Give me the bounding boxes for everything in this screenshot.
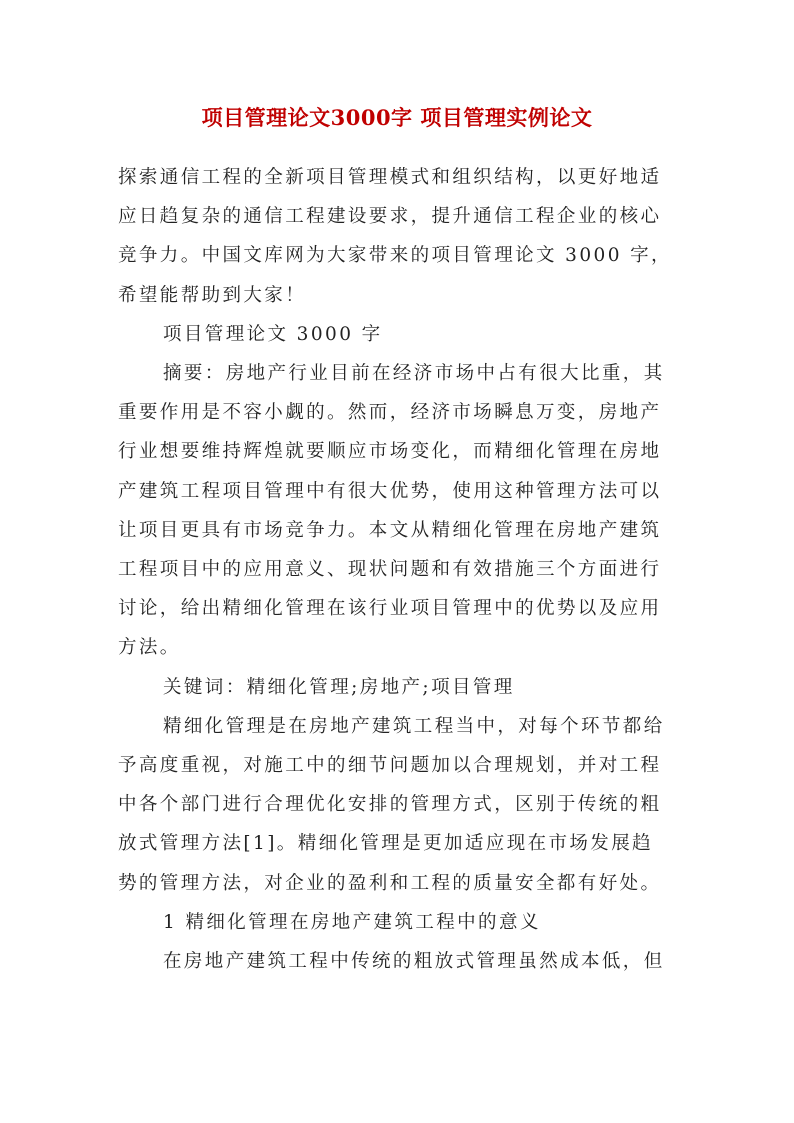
- abstract-line: 工程项目中的应用意义、现状问题和有效措施三个方面进行: [118, 559, 662, 581]
- body-line: 予高度重视，对施工中的细节问题加以合理规划，并对工程: [118, 755, 662, 777]
- body-line: 在房地产建筑工程中传统的粗放式管理虽然成本低，但: [163, 951, 665, 973]
- body-line: 放式管理方法[1]。精细化管理是更加适应现在市场发展趋: [118, 833, 654, 855]
- document-title: 项目管理论文3000字 项目管理实例论文: [201, 105, 593, 130]
- abstract-line: 重要作用是不容小觑的。然而，经济市场瞬息万变，房地产: [118, 402, 662, 424]
- intro-line: 希望能帮助到大家！: [118, 284, 307, 306]
- intro-line: 应日趋复杂的通信工程建设要求，提升通信工程企业的核心: [118, 206, 662, 228]
- subtitle: 项目管理论文 3000 字: [163, 323, 383, 345]
- document-body: [118, 158, 680, 981]
- abstract-line: 摘要：房地产行业目前在经济市场中占有很大比重，其: [163, 363, 665, 385]
- section-heading: 1 精细化管理在房地产建筑工程中的意义: [163, 911, 541, 933]
- abstract-line: 行业想要维持辉煌就要顺应市场变化，而精细化管理在房地: [118, 441, 662, 463]
- body-line: 精细化管理是在房地产建筑工程当中，对每个环节都给: [163, 715, 665, 737]
- abstract-line: 产建筑工程项目管理中有很大优势，使用这种管理方法可以: [118, 480, 662, 502]
- abstract-line: 讨论，给出精细化管理在该行业项目管理中的优势以及应用: [118, 598, 662, 620]
- abstract-line: 让项目更具有市场竞争力。本文从精细化管理在房地产建筑: [118, 519, 662, 541]
- keywords: 关键词：精细化管理;房地产;项目管理: [163, 676, 515, 698]
- body-paragraph: [118, 942, 680, 981]
- body-line: 势的管理方法，对企业的盈利和工程的质量安全都有好处。: [118, 872, 662, 894]
- intro-line: 探索通信工程的全新项目管理模式和组织结构，以更好地适: [118, 167, 662, 188]
- intro-line: 竞争力。中国文库网为大家带来的项目管理论文 3000 字，: [118, 245, 672, 267]
- abstract-line: 方法。: [118, 637, 181, 659]
- abstract-paragraph: [118, 354, 680, 668]
- body-paragraph: [118, 707, 680, 903]
- intro-paragraph: [118, 158, 680, 315]
- body-line: 中各个部门进行合理优化安排的管理方式，区别于传统的粗: [118, 794, 662, 816]
